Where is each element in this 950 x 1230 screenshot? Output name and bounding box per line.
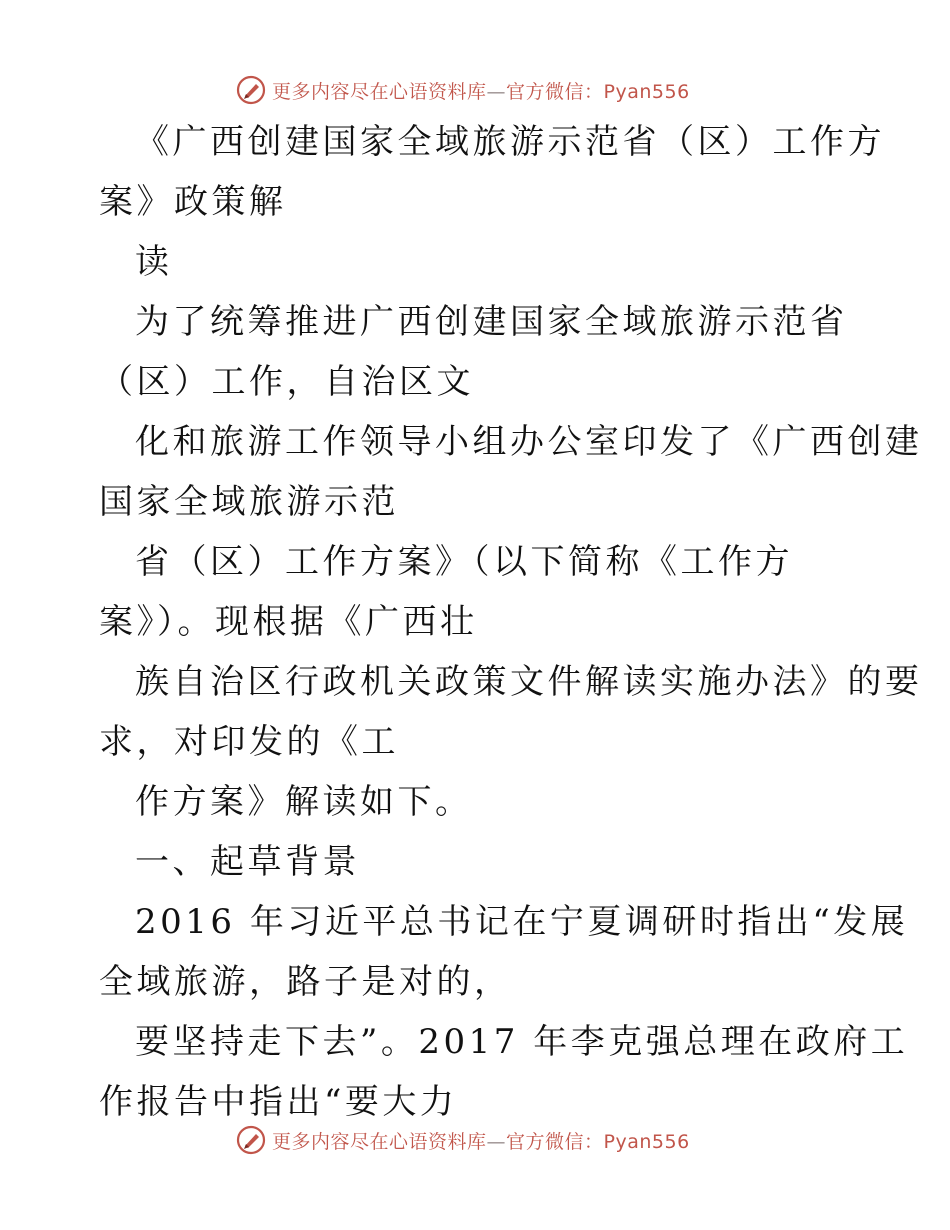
- paragraph-line: 族自治区行政机关政策文件解读实施办法》的要: [135, 662, 923, 702]
- watermark-text: [272, 77, 690, 104]
- doc-title-line-3: 读: [135, 242, 173, 282]
- paragraph-line: 作报告中指出“要大力: [99, 1082, 458, 1122]
- paragraph-line: 化和旅游工作领导小组办公室印发了《广西创建: [135, 422, 923, 462]
- paragraph-line: 要坚持走下去”。2017 年李克强总理在政府工: [135, 1022, 909, 1062]
- paragraph-line: 作方案》解读如下。: [135, 782, 473, 822]
- watermark-account: Pyan556: [603, 1130, 690, 1153]
- header-watermark: [236, 73, 690, 107]
- doc-title-line-2: 案》政策解: [99, 182, 287, 222]
- section-heading: 一、起草背景: [135, 842, 360, 882]
- paragraph-line: 国家全域旅游示范: [99, 482, 399, 522]
- paragraph-line: （区）工作，自治区文: [99, 362, 474, 402]
- pen-logo-icon: [236, 1125, 266, 1155]
- paragraph-line: 全域旅游，路子是对的，: [99, 962, 512, 1002]
- watermark-text: [272, 1127, 690, 1154]
- watermark-account: Pyan556: [603, 80, 690, 103]
- paragraph-line: 案》）。现根据《广西壮: [99, 602, 478, 642]
- doc-title-line-1: 《广西创建国家全域旅游示范省（区）工作方: [135, 122, 885, 162]
- paragraph-line: 省（区）工作方案》（以下简称《工作方: [135, 542, 793, 582]
- pen-logo-icon: [236, 75, 266, 105]
- paragraph-line: 2016 年习近平总书记在宁夏调研时指出“发展: [135, 902, 909, 942]
- watermark-main: 更多内容尽在心语资料库: [272, 80, 487, 103]
- watermark-dash: —: [486, 80, 507, 103]
- paragraph-line: 求，对印发的《工: [99, 722, 399, 762]
- watermark-suffix: 官方微信：: [506, 1130, 604, 1153]
- watermark-suffix: 官方微信：: [506, 80, 604, 103]
- footer-watermark: [236, 1123, 690, 1157]
- paragraph-line: 为了统筹推进广西创建国家全域旅游示范省: [135, 302, 848, 342]
- watermark-main: 更多内容尽在心语资料库: [272, 1130, 487, 1153]
- watermark-dash: —: [486, 1130, 507, 1153]
